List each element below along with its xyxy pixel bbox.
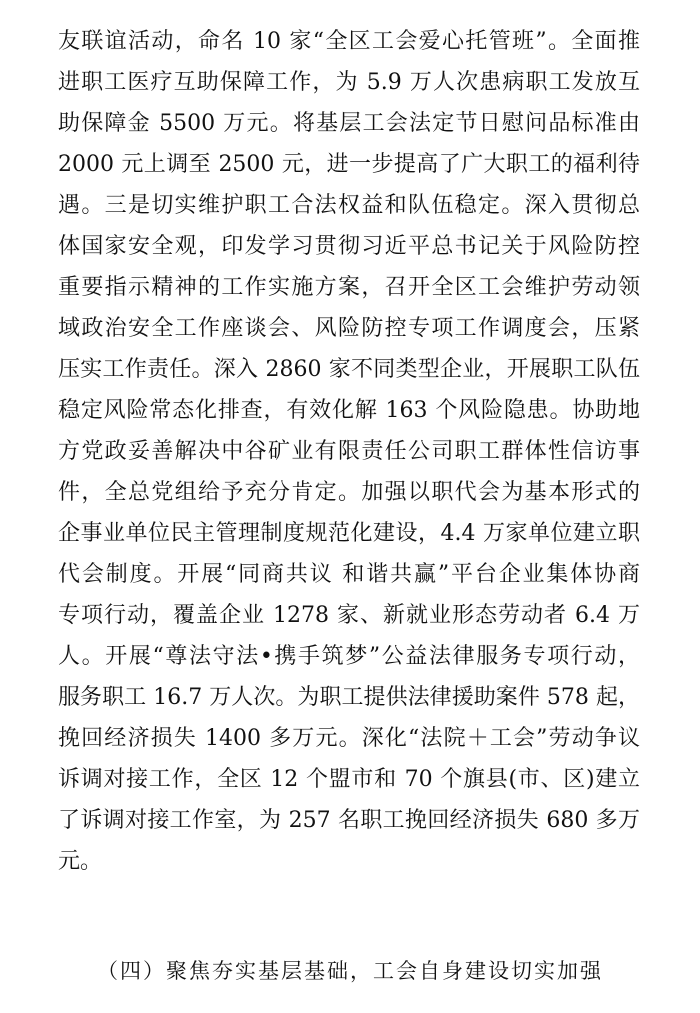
body-line-11: 方党政妥善解决中谷矿业有限责任公司职工群体性信访事 bbox=[58, 439, 640, 464]
body-line-21: 元。 bbox=[58, 849, 103, 874]
body-line-6: 体国家安全观，印发学习贯彻习近平总书记关于风险防控 bbox=[58, 234, 640, 259]
body-line-12: 件，全总党组给予充分肯定。加强以职代会为基本形式的 bbox=[58, 480, 640, 505]
body-line-5: 遇。三是切实维护职工合法权益和队伍稳定。深入贯彻总 bbox=[58, 193, 640, 218]
body-line-2: 进职工医疗互助保障工作，为 5.9 万人次患病职工发放互 bbox=[58, 70, 640, 95]
body-line-16: 人。开展“尊法守法•携手筑梦”公益法律服务专项行动， bbox=[58, 644, 640, 669]
body-line-10: 稳定风险常态化排查，有效化解 163 个风险隐患。协助地 bbox=[58, 398, 640, 423]
body-line-17: 服务职工 16.7 万人次。为职工提供法律援助案件 578 起， bbox=[58, 685, 640, 710]
body-line-8: 域政治安全工作座谈会、风险防控专项工作调度会，压紧 bbox=[58, 316, 640, 341]
body-line-15: 专项行动，覆盖企业 1278 家、新就业形态劳动者 6.4 万 bbox=[58, 603, 640, 628]
body-line-7: 重要指示精神的工作实施方案，召开全区工会维护劳动领 bbox=[58, 275, 640, 300]
body-line-13: 企事业单位民主管理制度规范化建设，4.4 万家单位建立职 bbox=[58, 521, 640, 546]
body-line-1: 友联谊活动，命名 10 家“全区工会爱心托管班”。全面推 bbox=[58, 29, 640, 54]
body-line-20: 了诉调对接工作室，为 257 名职工挽回经济损失 680 多万 bbox=[58, 808, 640, 833]
body-line-3: 助保障金 5500 万元。将基层工会法定节日慰问品标准由 bbox=[58, 111, 640, 136]
section-heading: （四）聚焦夯实基层基础，工会自身建设切实加强 bbox=[97, 959, 603, 983]
body-line-4: 2000 元上调至 2500 元，进一步提高了广大职工的福利待 bbox=[58, 152, 640, 177]
body-line-19: 诉调对接工作，全区 12 个盟市和 70 个旗县(市、区)建立 bbox=[58, 767, 640, 792]
body-line-9: 压实工作责任。深入 2860 家不同类型企业，开展职工队伍 bbox=[58, 357, 640, 382]
body-line-18: 挽回经济损失 1400 多万元。深化“法院＋工会”劳动争议 bbox=[58, 726, 640, 751]
body-line-14: 代会制度。开展“同商共议 和谐共赢”平台企业集体协商 bbox=[58, 562, 640, 587]
